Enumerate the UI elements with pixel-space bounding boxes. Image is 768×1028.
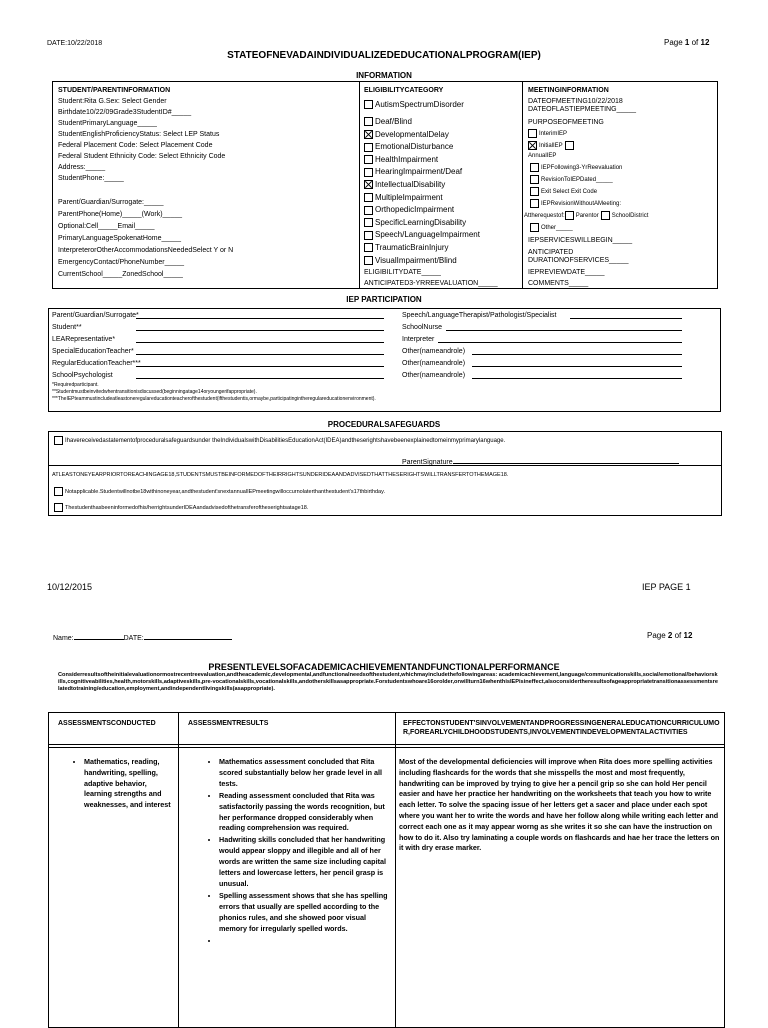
information-heading: INFORMATION [356, 71, 412, 80]
list-item: • Mathematics assessment concluded that Rita scored substantially below her grade level in all tests. [219, 757, 393, 790]
checkbox-icon[interactable] [530, 163, 539, 172]
eligibility-item[interactable]: HearingImpairment/Deaf [364, 167, 519, 180]
meeting-heading: MEETINGINFORMATION [528, 87, 609, 94]
student-info-lines [58, 97, 354, 183]
list-item: • Hadwriting skills concluded that her handwriting would appear sloppy and illegible and all of her words are written the same size including capital letters and lowercase letters, her pencil grasp is unusual. [219, 835, 393, 890]
checkbox-icon[interactable] [364, 155, 373, 164]
other-option[interactable]: Other_____ [530, 223, 573, 232]
col-assessment-results: ASSESSMENTRESULTS [188, 720, 269, 727]
eligibility-item[interactable]: IntellectualDisability [364, 180, 519, 193]
checkbox-icon[interactable] [54, 436, 63, 445]
checkbox-icon[interactable] [364, 100, 373, 109]
date-field[interactable] [144, 632, 232, 640]
parent-line: InterpreterorOtherAccommodationsNeededSelect Y or N [58, 247, 234, 254]
checkbox-checked-icon[interactable] [528, 141, 537, 150]
procedural-statement[interactable]: Ihavereceivedastatementofproceduralsafeguardsunder theIndividualswithDisabilitiesEducationAct(IDEA)andtheserightshavebeenexplainedtomeinmyprimarylanguage. [54, 436, 505, 446]
participant-row: Speech/LanguageTherapist/Pathologist/Specialist [402, 311, 557, 320]
eligibility-item[interactable]: VisualImpairment/Blind [364, 256, 519, 269]
participant-row: RegularEducationTeacher*** [52, 359, 141, 368]
annual-iep-label: AnnualIEP [528, 153, 557, 159]
eligibility-item[interactable]: HealthImpairment [364, 155, 519, 168]
signature-line[interactable] [570, 318, 682, 319]
student-line: StudentPhone:_____ [58, 175, 124, 182]
participant-row: Student** [52, 323, 82, 332]
page-of: of [691, 38, 699, 47]
following-reeval-option[interactable]: IEPFollowing3-YrReevaluation [530, 163, 622, 172]
divider [48, 744, 725, 745]
page-total: 12 [683, 631, 693, 640]
eligibility-item[interactable]: TraumaticBrainInjury [364, 243, 519, 256]
revision-without-meeting-option[interactable]: IEPRevisionWithoutAMeeting: [530, 199, 621, 208]
signature-line[interactable] [438, 342, 682, 343]
not-applicable-option[interactable]: Notapplicable.Studentwillnotbe18withinoneyear,andthestudent'snextannualIEPmeetingwilloccurnolaterthanthestudent's17thbirthday. [54, 487, 385, 497]
list-item: • Reading assessment concluded that Rita was satisfactorily passing the words recognition, but her performance dropped considerably when reading comprehension was required. [219, 791, 393, 835]
participation-heading: IEP PARTICIPATION [346, 295, 422, 304]
checkbox-icon[interactable] [364, 143, 373, 152]
participant-row: SpecialEducationTeacher* [52, 347, 134, 356]
checkbox-icon[interactable] [54, 503, 63, 512]
list-item: • Mathematics, reading, handwriting, spelling, adaptive behavior, learning strengths and weaknesses, and interest [84, 757, 175, 811]
student-line: Federal Student Ethnicity Code: Select Ethnicity Code [58, 153, 226, 160]
student-line: Federal Placement Code: Select Placement Code [58, 142, 213, 149]
assessments-list [70, 757, 175, 812]
plaafp-intro: Considerresultsoftheinitialevaluationormostrecentreevaluation,andtheacademic,developmental,andfunctionalneedsofthestudent,whichmayincludethefollowingareas: academicachievement,language/communicationskills,social/emotional/behaviorskills,cognitiveabilities,health,motorskills,adaptiveskills,pre-vocationalskills,vocationalskills,andotherskillsasappropriate.Forstudentswhoare16orolder,orwillturn16whenthisIEPisineffect,alsoconsidertheresultsofageappropriatetransitionassessmentsrelatedtotraining/education,employment,andindependentlivingskills(asappropriate). [58, 672, 718, 692]
interim-iep-option[interactable]: InterimIEP [528, 129, 567, 138]
student-line: Address:_____ [58, 164, 106, 171]
parent-line: ParentPhone(Home)_____(Work)_____ [58, 211, 182, 218]
checkbox-icon[interactable] [364, 231, 373, 240]
participant-row: Other(nameandrole) [402, 359, 465, 368]
checkbox-icon[interactable] [565, 211, 574, 220]
checkbox-icon[interactable] [601, 211, 610, 220]
eligibility-item[interactable]: SpecificLearningDisability [364, 218, 519, 231]
checkbox-checked-icon[interactable] [364, 130, 373, 139]
date-of-meeting: DATEOFMEETING10/22/2018 [528, 98, 623, 105]
divider [359, 81, 360, 289]
services-begin: IEPSERVICESWILLBEGIN_____ [528, 237, 633, 244]
parent-signature: ParentSignature [402, 455, 679, 467]
checkbox-icon[interactable] [530, 187, 539, 196]
checkbox-icon[interactable] [530, 175, 539, 184]
request-of-row: Attherequestof: Parentor SchoolDistrict [524, 211, 648, 220]
col-assessments-conducted: ASSESSMENTSCONDUCTED [58, 720, 156, 727]
checkbox-icon[interactable] [364, 193, 373, 202]
student-line: StudentEnglishProficiencyStatus: Select LEP Status [58, 131, 220, 138]
checkbox-icon[interactable] [54, 487, 63, 496]
name-field[interactable] [74, 632, 124, 640]
signature-line[interactable] [446, 330, 682, 331]
age-18-notice: ATLEASTONEYEARPRIORTOREACHINGAGE18,STUDENTSMUSTBEINFORMEDOFTHEIRRIGHTSUNDERIDEAANDADVISEDTHATTHESERIGHTSWILLTRANSFERTOTHEMAGE18. [52, 472, 509, 478]
name-date-row: Name: DATE: [53, 632, 232, 643]
col-effect-on-student: EFFECTONSTUDENT'SINVOLVEMENTANDPROGRESSINGENERALEDUCATIONCURRICULUMOR,FOREARLYCHILDHOODSTUDENTS,INVOLVEMENTINDEVELOPMENTALACTIVITIES [403, 720, 720, 736]
eligibility-item[interactable]: EmotionalDisturbance [364, 142, 519, 155]
participation-notes: *Requiredparticipant. **Studentmustbeinvitedwhentransitionisdiscussed(beginningatage14oryoungerifappropriate). ***TheIEPteammustincludeatleastoneregulareducationteacherofthestudent(ifthestudentis,ormaybe,participatingintheregulareducationenvironment). [52, 382, 376, 402]
parent-line: PrimaryLanguageSpokenatHome_____ [58, 235, 181, 242]
eligibility-list [364, 100, 519, 268]
parent-info-lines [58, 198, 354, 279]
signature-line[interactable] [472, 378, 682, 379]
signature-line[interactable] [453, 455, 679, 464]
informed-option[interactable]: Thestudenthasbeeninformedofhis/herrightsunderIDEAandadvisedofthetransferoftheserightsatage18. [54, 503, 308, 513]
purpose-of-meeting: PURPOSEOFMEETING [528, 119, 604, 126]
effect-text: Most of the developmental deficiencies will improve when Rita does more spelling activities including flashcards for the words that she misspells the most and most frequently, handwriting can be improved by trying to give her a pencil grip so she can hold Her pencil easier and have her practice her handwriting on the worksheets that teach you how to write each letter. To solve the spacing issue of her letters get a sacer and place under each spot where you want her to write the words and have her follow along while writing each letter and correct each one as it may appear worng as she writes it so she can have the instruction on how to do it. Also try laminating a couple words on flashcards and hae her trace the letters on it with dry erase marker. [399, 757, 720, 853]
parent-line: Optional:Cell_____Email_____ [58, 223, 155, 230]
signature-line[interactable] [136, 330, 384, 331]
date-last-iep: DATEOFLASTIEPMEETING_____ [528, 106, 637, 113]
divider [522, 81, 523, 289]
eligibility-date: ELIGIBILITYDATE_____ [364, 269, 441, 276]
page-of: of [674, 631, 682, 640]
date-label: DATE:10/22/2018 [47, 40, 103, 47]
parent-line: Parent/Guardian/Surrogate:_____ [58, 199, 164, 206]
page-num: 2 [667, 631, 673, 640]
participant-row: Other(nameandrole) [402, 347, 465, 356]
checkbox-icon[interactable] [530, 223, 539, 232]
eligibility-item[interactable]: Deaf/Blind [364, 117, 519, 130]
student-line: Student:Rita G.Sex: Select Gender [58, 98, 167, 105]
anticipated-label: ANTICIPATED [528, 249, 574, 256]
checkbox-icon[interactable] [364, 117, 373, 126]
eligibility-item[interactable]: DevelopmentalDelay [364, 130, 519, 143]
divider [48, 747, 725, 748]
checkbox-icon[interactable] [530, 199, 539, 208]
list-item [219, 936, 393, 946]
iep-review-date: IEPREVIEWDATE_____ [528, 269, 605, 276]
checkbox-icon[interactable] [364, 256, 373, 265]
checkbox-icon[interactable] [364, 243, 373, 252]
divider [178, 712, 179, 1028]
revision-option[interactable]: RevisionToIEPDated_____ [530, 175, 613, 184]
checkbox-checked-icon[interactable] [364, 180, 373, 189]
signature-line[interactable] [472, 354, 682, 355]
parent-line: EmergencyContact/PhoneNumber_____ [58, 259, 185, 266]
eligibility-item[interactable]: MultipleImpairment [364, 193, 519, 206]
parent-line: CurrentSchool_____ZonedSchool_____ [58, 271, 183, 278]
participant-row: SchoolPsychologist [52, 371, 113, 380]
eligibility-item[interactable]: AutismSpectrumDisorder [364, 100, 519, 113]
page-total: 12 [700, 38, 710, 47]
participant-row: Other(nameandrole) [402, 371, 465, 380]
page-num: 1 [684, 38, 690, 47]
checkbox-icon[interactable] [364, 168, 373, 177]
initial-iep-option[interactable]: InitialIEP [528, 141, 576, 150]
page-number [647, 631, 692, 642]
page-title: STATEOFNEVADAINDIVIDUALIZEDEDUCATIONALPROGRAM(IEP) [227, 50, 541, 61]
anticipated-reevaluation: ANTICIPATED3-YRREEVALUATION_____ [364, 280, 498, 287]
plaafp-title: PRESENTLEVELSOFACADEMICACHIEVEMENTANDFUNCTIONALPERFORMANCE [208, 662, 560, 672]
student-line: StudentPrimaryLanguage_____ [58, 120, 157, 127]
page-word: Page [664, 38, 683, 47]
duration-of-services: DURATIONOFSERVICES_____ [528, 257, 629, 264]
checkbox-icon[interactable] [565, 141, 574, 150]
participant-row: SchoolNurse [402, 323, 442, 332]
results-list [205, 757, 393, 947]
list-item: • Spelling assessment shows that she has spelling errors that usually are spelled according to the phonics rules, and she showed poor visual memory for irregularly spelled words. [219, 891, 393, 935]
page-word: Page [647, 631, 666, 640]
student-line: Birthdate10/22/09Grade3StudentID#_____ [58, 109, 192, 116]
participant-row: Parent/Guardian/Surrogate* [52, 311, 139, 320]
comments: COMMENTS_____ [528, 280, 589, 287]
checkbox-icon[interactable] [528, 129, 537, 138]
eligibility-item[interactable]: OrthopedicImpairment [364, 205, 519, 218]
signature-line[interactable] [472, 366, 682, 367]
participant-row: Interpreter [402, 335, 434, 344]
exit-option[interactable]: Exit Select Exit Code [530, 187, 597, 196]
signature-line[interactable] [136, 366, 384, 367]
student-section-heading: STUDENT/PARENTINFORMATION [58, 87, 171, 94]
checkbox-icon[interactable] [364, 218, 373, 227]
eligibility-item[interactable]: Speech/LanguageImpairment [364, 230, 519, 243]
participant-row: LEARepresentative* [52, 335, 115, 344]
signature-line[interactable] [136, 318, 384, 319]
footer-page: IEP PAGE 1 [642, 582, 691, 592]
procedural-heading: PROCEDURALSAFEGUARDS [327, 420, 441, 429]
page-number [664, 38, 709, 49]
checkbox-icon[interactable] [364, 206, 373, 215]
signature-line[interactable] [136, 342, 384, 343]
eligibility-heading: ELIGIBILITYCATEGORY [364, 87, 444, 94]
signature-line[interactable] [136, 354, 384, 355]
footer-date: 10/12/2015 [47, 582, 93, 592]
signature-line[interactable] [136, 378, 384, 379]
divider [395, 712, 396, 1028]
